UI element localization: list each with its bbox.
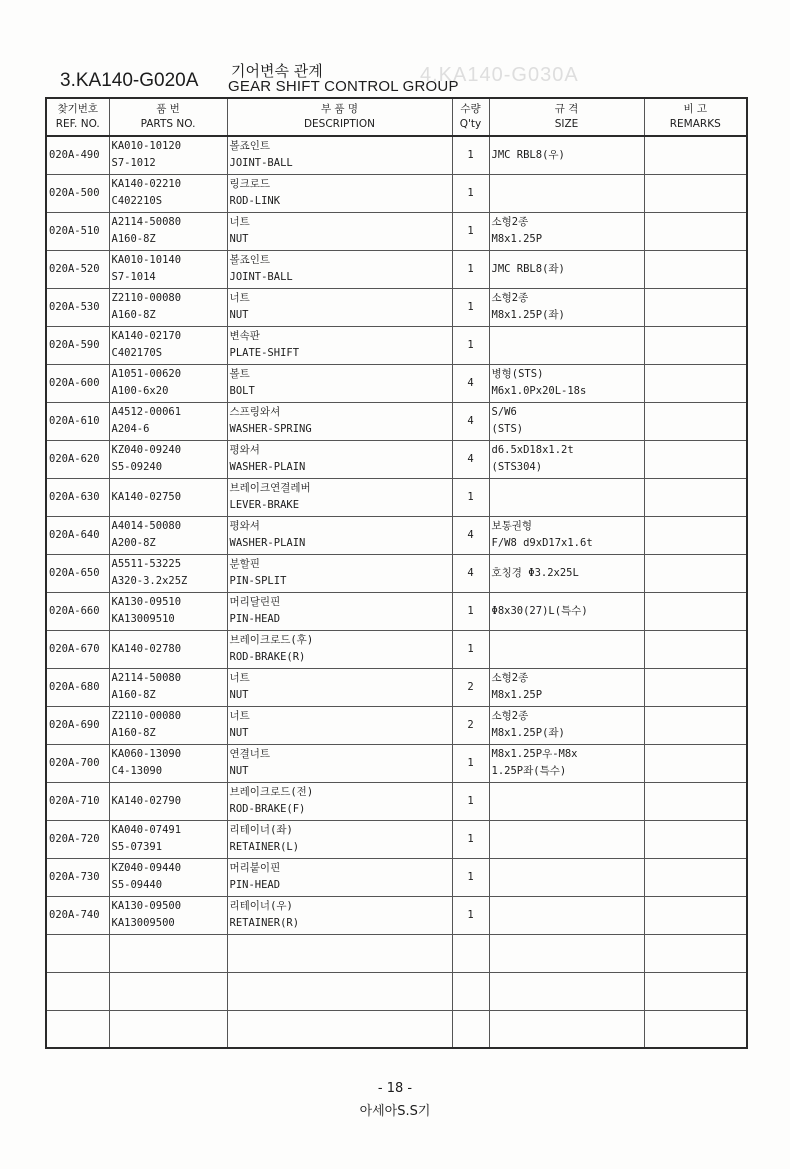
ref-no: 020A-740 [46, 896, 109, 934]
description-line: PLATE-SHIFT [229, 347, 300, 359]
parts-no [109, 478, 227, 516]
ref-no: 020A-650 [46, 554, 109, 592]
empty-cell [489, 1010, 644, 1048]
remarks [644, 744, 747, 782]
parts-no [109, 288, 227, 326]
table-row [46, 212, 747, 250]
size [489, 706, 644, 744]
quantity: 2 [452, 706, 489, 744]
size-line: 병형(STS) [491, 368, 544, 380]
parts-no [109, 250, 227, 288]
size-line: 호칭경 Φ3.2x25L [491, 566, 579, 579]
parts-no-line: A200-8Z [111, 537, 156, 549]
parts-no-line: C4-13090 [111, 765, 163, 777]
quantity: 1 [452, 212, 489, 250]
quantity: 1 [452, 288, 489, 326]
empty-cell [452, 934, 489, 972]
description [227, 250, 452, 288]
parts-no-line: KA140-02790 [111, 794, 182, 807]
size-line: M8x1.25P [491, 689, 543, 701]
col-header-size: 규 격 SIZE [489, 98, 644, 136]
description-line: PIN-HEAD [229, 613, 281, 625]
description-line: 연결너트 [229, 748, 271, 760]
description [227, 630, 452, 668]
size [489, 212, 644, 250]
quantity: 4 [452, 516, 489, 554]
size-line: 소형2종 [491, 292, 529, 304]
empty-cell [227, 972, 452, 1010]
empty-cell [489, 934, 644, 972]
size [489, 174, 644, 212]
size [489, 516, 644, 554]
ref-no: 020A-630 [46, 478, 109, 516]
parts-no [109, 364, 227, 402]
description-line: 너트 [229, 710, 250, 722]
quantity: 4 [452, 402, 489, 440]
table-row [46, 554, 747, 592]
description [227, 212, 452, 250]
size-line: 1.25P좌(특수) [491, 765, 567, 777]
parts-no-line: KZ040-09240 [111, 444, 182, 456]
parts-no [109, 858, 227, 896]
size [489, 668, 644, 706]
size [489, 896, 644, 934]
empty-cell [46, 972, 109, 1010]
empty-row [46, 934, 747, 972]
parts-no-line: A204-6 [111, 423, 150, 435]
parts-no-line: A160-8Z [111, 233, 156, 245]
parts-no-line: A100-6x20 [111, 385, 169, 397]
quantity: 1 [452, 136, 489, 174]
description [227, 364, 452, 402]
description-line: 너트 [229, 216, 250, 228]
empty-cell [109, 972, 227, 1010]
size [489, 858, 644, 896]
ref-no: 020A-690 [46, 706, 109, 744]
size-line: M8x1.25P(좌) [491, 727, 565, 739]
empty-cell [489, 972, 644, 1010]
description-line: JOINT-BALL [229, 271, 293, 283]
ref-no: 020A-520 [46, 250, 109, 288]
parts-no-line: KA060-13090 [111, 748, 182, 760]
size [489, 782, 644, 820]
quantity: 1 [452, 250, 489, 288]
size [489, 288, 644, 326]
remarks [644, 440, 747, 478]
parts-no [109, 212, 227, 250]
parts-no-line: KA140-02170 [111, 330, 182, 342]
description-line: NUT [229, 765, 249, 777]
parts-no-line: KA140-02780 [111, 642, 182, 655]
description-line: 너트 [229, 672, 250, 684]
table-row [46, 592, 747, 630]
description-line: BOLT [229, 385, 255, 397]
description-line: 링크로드 [229, 178, 271, 190]
description-line: NUT [229, 689, 249, 701]
parts-no [109, 136, 227, 174]
table-row [46, 136, 747, 174]
remarks [644, 364, 747, 402]
empty-row [46, 1010, 747, 1048]
ref-no: 020A-620 [46, 440, 109, 478]
ref-no: 020A-720 [46, 820, 109, 858]
table-header-row [46, 98, 747, 136]
ref-no: 020A-730 [46, 858, 109, 896]
description-line: 너트 [229, 292, 250, 304]
empty-cell [644, 972, 747, 1010]
table-row [46, 706, 747, 744]
size [489, 250, 644, 288]
remarks [644, 250, 747, 288]
size [489, 478, 644, 516]
parts-no [109, 706, 227, 744]
parts-no-line: KA13009510 [111, 613, 175, 625]
col-header-qty: 수량 Q'ty [452, 98, 489, 136]
table-row [46, 896, 747, 934]
size [489, 554, 644, 592]
description-line: 머리달린핀 [229, 596, 281, 608]
description [227, 782, 452, 820]
empty-cell [644, 1010, 747, 1048]
size [489, 326, 644, 364]
quantity: 2 [452, 668, 489, 706]
parts-no-line: S5-09440 [111, 879, 163, 891]
ref-no: 020A-660 [46, 592, 109, 630]
description-line: 브레이크로드(전) [229, 786, 314, 798]
description-line: ROD-BRAKE(R) [229, 651, 306, 663]
remarks [644, 668, 747, 706]
parts-no-line: S7-1012 [111, 157, 156, 170]
remarks [644, 706, 747, 744]
table-row [46, 250, 747, 288]
parts-no-line: A4014-50080 [111, 520, 182, 532]
description-line: JOINT-BALL [229, 157, 293, 170]
size-line: (STS304) [491, 461, 543, 473]
parts-no [109, 440, 227, 478]
group-title-english: GEAR SHIFT CONTROL GROUP [228, 78, 459, 95]
parts-no-line: KA130-09510 [111, 596, 182, 608]
parts-no-line: KZ040-09440 [111, 862, 182, 874]
quantity: 4 [452, 364, 489, 402]
parts-no [109, 554, 227, 592]
ref-no: 020A-710 [46, 782, 109, 820]
description [227, 668, 452, 706]
parts-no-line: A5511-53225 [111, 558, 182, 570]
remarks [644, 136, 747, 174]
col-header-ref: 찾기번호 REF. NO. [46, 98, 109, 136]
parts-table [45, 97, 748, 1049]
description-line: NUT [229, 233, 249, 245]
empty-cell [227, 934, 452, 972]
empty-cell [46, 1010, 109, 1048]
description-line: 리테이너(우) [229, 900, 293, 912]
col-header-description: 부 품 명 DESCRIPTION [227, 98, 452, 136]
table-row [46, 402, 747, 440]
description [227, 554, 452, 592]
size [489, 630, 644, 668]
remarks [644, 630, 747, 668]
remarks [644, 288, 747, 326]
page-number: - 18 - [377, 1081, 413, 1096]
description-line: 스프링와셔 [229, 406, 281, 418]
ref-no: 020A-600 [46, 364, 109, 402]
size-line: JMC RBL8(좌) [491, 262, 565, 275]
size-line: 소형2종 [491, 216, 529, 228]
table-row [46, 440, 747, 478]
description [227, 706, 452, 744]
remarks [644, 478, 747, 516]
ref-no: 020A-530 [46, 288, 109, 326]
description [227, 174, 452, 212]
description-line: 볼죠인트 [229, 254, 271, 266]
size [489, 136, 644, 174]
table-row [46, 820, 747, 858]
table-row [46, 288, 747, 326]
parts-no-line: KA010-10140 [111, 254, 182, 266]
quantity: 1 [452, 744, 489, 782]
size-line: JMC RBL8(우) [491, 148, 565, 161]
quantity: 4 [452, 554, 489, 592]
description [227, 516, 452, 554]
size-line: M8x1.25P(좌) [491, 309, 565, 321]
parts-no [109, 326, 227, 364]
parts-no-line: KA040-07491 [111, 824, 182, 836]
table-row [46, 744, 747, 782]
publisher-name: 아세아S.S기 [359, 1104, 431, 1119]
description [227, 858, 452, 896]
size-line: 소형2종 [491, 710, 529, 722]
parts-no-line: KA130-09500 [111, 900, 182, 912]
description-line: LEVER-BRAKE [229, 499, 300, 511]
description [227, 402, 452, 440]
description-line: 분할핀 [229, 558, 260, 570]
remarks [644, 858, 747, 896]
size [489, 820, 644, 858]
table-row [46, 668, 747, 706]
parts-no-line: S5-09240 [111, 461, 163, 473]
description-line: RETAINER(R) [229, 917, 300, 929]
description-line: WASHER-SPRING [229, 423, 312, 435]
parts-no-line: A2114-50080 [111, 216, 182, 228]
description [227, 744, 452, 782]
table-row [46, 364, 747, 402]
size-line: (STS) [491, 423, 524, 435]
parts-no-line: S5-07391 [111, 841, 163, 853]
parts-no-line: A2114-50080 [111, 672, 182, 684]
ref-no: 020A-680 [46, 668, 109, 706]
empty-cell [46, 934, 109, 972]
empty-row [46, 972, 747, 1010]
empty-cell [109, 1010, 227, 1048]
parts-no [109, 630, 227, 668]
size [489, 744, 644, 782]
size-line: M8x1.25P [491, 233, 543, 245]
size-line: S/W6 [491, 406, 517, 418]
parts-no [109, 402, 227, 440]
parts-no-line: KA140-02210 [111, 178, 182, 190]
parts-no-line: A4512-00061 [111, 406, 182, 418]
remarks [644, 592, 747, 630]
parts-no [109, 782, 227, 820]
size-line: 소형2종 [491, 672, 529, 684]
parts-no-line: Z2110-00080 [111, 710, 182, 722]
ref-no: 020A-510 [46, 212, 109, 250]
description [227, 820, 452, 858]
parts-no-line: C402210S [111, 195, 163, 207]
size-line: Φ8x30(27)L(특수) [491, 604, 588, 617]
description-line: NUT [229, 727, 249, 739]
group-code: 3.KA140-G020A [60, 70, 199, 91]
table-row [46, 326, 747, 364]
size-line: M6x1.0Px20L-18s [491, 385, 587, 397]
ref-no: 020A-490 [46, 136, 109, 174]
parts-no-line: S7-1014 [111, 271, 156, 283]
table-row [46, 858, 747, 896]
description-line: 볼죠인트 [229, 140, 271, 153]
parts-no [109, 820, 227, 858]
remarks [644, 896, 747, 934]
background-bleed-text: 4.KA140-G030A [420, 64, 579, 86]
table-row [46, 782, 747, 820]
quantity: 1 [452, 326, 489, 364]
description [227, 136, 452, 174]
parts-no-line: A1051-00620 [111, 368, 182, 380]
size [489, 402, 644, 440]
table-row [46, 630, 747, 668]
size-line: F/W8 d9xD17x1.6t [491, 537, 593, 549]
parts-no-line: A320-3.2x25Z [111, 575, 188, 587]
empty-cell [644, 934, 747, 972]
size [489, 364, 644, 402]
description [227, 440, 452, 478]
parts-no [109, 592, 227, 630]
description-line: 브레이크연결레버 [229, 482, 311, 494]
description-line: NUT [229, 309, 249, 321]
description-line: WASHER-PLAIN [229, 461, 306, 473]
quantity: 1 [452, 820, 489, 858]
remarks [644, 554, 747, 592]
quantity: 1 [452, 896, 489, 934]
parts-no-line: KA140-02750 [111, 490, 182, 503]
description-line: 변속판 [229, 330, 260, 342]
quantity: 1 [452, 174, 489, 212]
remarks [644, 516, 747, 554]
quantity: 1 [452, 478, 489, 516]
description-line: WASHER-PLAIN [229, 537, 306, 549]
quantity: 1 [452, 858, 489, 896]
quantity: 4 [452, 440, 489, 478]
remarks [644, 212, 747, 250]
description [227, 896, 452, 934]
remarks [644, 782, 747, 820]
parts-no-line: Z2110-00080 [111, 292, 182, 304]
parts-no-line: A160-8Z [111, 309, 156, 321]
description-line: ROD-BRAKE(F) [229, 803, 306, 815]
ref-no: 020A-500 [46, 174, 109, 212]
empty-cell [452, 1010, 489, 1048]
quantity: 1 [452, 782, 489, 820]
col-header-parts: 품 번 PARTS NO. [109, 98, 227, 136]
description [227, 288, 452, 326]
quantity: 1 [452, 592, 489, 630]
description-line: ROD-LINK [229, 195, 281, 207]
ref-no: 020A-700 [46, 744, 109, 782]
description [227, 478, 452, 516]
remarks [644, 174, 747, 212]
description-line: 머리붙이핀 [229, 862, 281, 874]
ref-no: 020A-640 [46, 516, 109, 554]
description-line: 볼트 [229, 368, 250, 380]
description-line: PIN-SPLIT [229, 575, 287, 587]
group-title-korean: 기어변속 관계 [231, 62, 323, 80]
description-line: 리테이너(좌) [229, 824, 293, 836]
quantity: 1 [452, 630, 489, 668]
parts-no [109, 668, 227, 706]
parts-no-line: A160-8Z [111, 727, 156, 739]
ref-no: 020A-670 [46, 630, 109, 668]
page-header [46, 58, 746, 98]
ref-no: 020A-610 [46, 402, 109, 440]
size [489, 440, 644, 478]
size-line: 보통권형 [491, 520, 533, 532]
parts-no [109, 516, 227, 554]
parts-no-line: A160-8Z [111, 689, 156, 701]
description [227, 326, 452, 364]
size-line: d6.5xD18x1.2t [491, 444, 574, 456]
parts-no [109, 744, 227, 782]
parts-table-body [46, 136, 747, 1048]
empty-cell [109, 934, 227, 972]
remarks [644, 820, 747, 858]
remarks [644, 326, 747, 364]
description [227, 592, 452, 630]
description-line: RETAINER(L) [229, 841, 300, 853]
empty-cell [452, 972, 489, 1010]
table-row [46, 516, 747, 554]
parts-no [109, 174, 227, 212]
size-line: M8x1.25P우-M8x [491, 748, 578, 760]
remarks [644, 402, 747, 440]
size [489, 592, 644, 630]
col-header-remarks: 비 고 REMARKS [644, 98, 747, 136]
description-line: 브레이크로드(후) [229, 634, 314, 646]
ref-no: 020A-590 [46, 326, 109, 364]
parts-no [109, 896, 227, 934]
parts-no-line: KA010-10120 [111, 140, 182, 153]
table-row [46, 174, 747, 212]
parts-no-line: C402170S [111, 347, 163, 359]
table-row [46, 478, 747, 516]
description-line: 평와셔 [229, 444, 260, 456]
description-line: 평와셔 [229, 520, 260, 532]
empty-cell [227, 1010, 452, 1048]
parts-no-line: KA13009500 [111, 917, 175, 929]
description-line: PIN-HEAD [229, 879, 281, 891]
